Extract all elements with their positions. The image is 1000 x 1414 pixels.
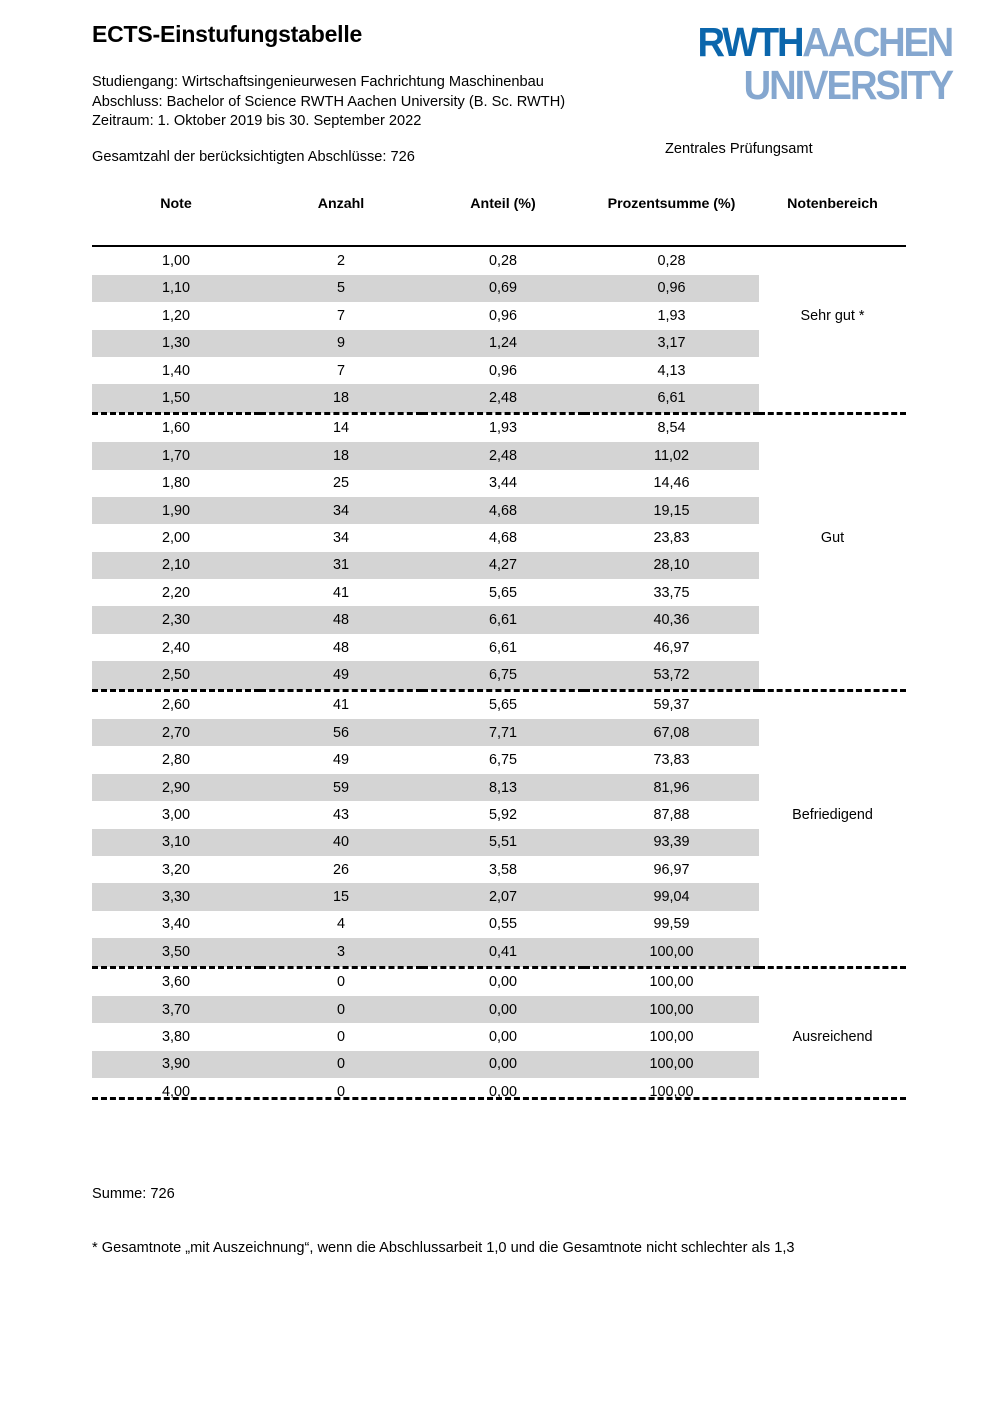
cell-prozentsumme: 81,96	[584, 774, 759, 801]
table-row	[92, 330, 906, 357]
cell-anteil: 2,48	[422, 442, 584, 469]
cell-note: 3,50	[92, 938, 260, 967]
cell-note: 3,60	[161, 974, 190, 991]
cell-anteil: 0,55	[488, 916, 517, 933]
column-header-anzahl: Anzahl	[317, 196, 365, 212]
cell-prozentsumme: 0,28	[657, 253, 686, 270]
cell-anzahl: 0	[260, 1051, 422, 1078]
cell-anzahl: 18	[260, 442, 422, 469]
logo-rwth-text: RWTH	[697, 19, 803, 65]
table-row	[92, 497, 906, 524]
cell-anteil: 0,41	[422, 938, 584, 967]
table-row	[92, 856, 906, 883]
cell-anteil: 6,61	[488, 639, 517, 656]
cell-anteil: 3,58	[488, 861, 517, 878]
cell-anteil: 0,00	[422, 996, 584, 1023]
table-row	[92, 1051, 906, 1078]
cell-notenbereich	[759, 746, 906, 773]
table-row	[92, 690, 906, 719]
cell-notenbereich	[759, 856, 906, 883]
column-header-anteil: Anteil (%)	[470, 196, 536, 212]
cell-prozentsumme: 33,75	[653, 584, 690, 601]
cell-anzahl: 0	[336, 1083, 345, 1100]
cell-note: 3,80	[161, 1029, 190, 1046]
cell-anteil: 8,13	[422, 774, 584, 801]
cell-prozentsumme: 73,83	[653, 752, 690, 769]
cell-notenbereich	[759, 579, 906, 606]
cell-anteil: 6,75	[488, 752, 517, 769]
cell-notenbereich	[759, 606, 906, 633]
cell-anzahl: 7	[336, 307, 345, 324]
cell-anzahl: 5	[260, 275, 422, 302]
cell-prozentsumme: 0,96	[584, 275, 759, 302]
cell-note: 2,20	[161, 584, 190, 601]
metadata-abschluss: Abschluss: Bachelor of Science RWTH Aachen University (B. Sc. RWTH)	[92, 93, 566, 110]
cell-note: 3,00	[161, 806, 190, 823]
table-row	[92, 470, 906, 497]
cell-note: 1,80	[161, 475, 190, 492]
cell-notenbereich	[759, 442, 906, 469]
cell-anteil: 0,00	[488, 1029, 517, 1046]
cell-anzahl: 4	[336, 916, 345, 933]
cell-note: 3,30	[92, 883, 260, 910]
cell-prozentsumme: 59,37	[653, 697, 690, 714]
cell-anteil: 1,24	[422, 330, 584, 357]
cell-notenbereich	[759, 357, 906, 384]
cell-note: 2,60	[161, 697, 190, 714]
cell-anzahl: 14	[332, 420, 349, 437]
cell-notenbereich	[759, 774, 906, 801]
total-degrees-line: Gesamtzahl der berücksichtigten Abschlüsse: 726	[92, 149, 415, 166]
cell-notenbereich	[759, 719, 906, 746]
cell-prozentsumme: 93,39	[584, 829, 759, 856]
table-row	[92, 938, 906, 967]
cell-notenbereich	[759, 1078, 906, 1105]
cell-prozentsumme: 1,93	[657, 307, 686, 324]
table-bottom-dashed-rule	[92, 1097, 906, 1100]
cell-note: 2,00	[161, 529, 190, 546]
rwth-aachen-logo	[662, 19, 952, 108]
table-row	[92, 774, 906, 801]
cell-notenbereich	[759, 246, 906, 274]
department-label: Zentrales Prüfungsamt	[665, 141, 813, 157]
cell-note: 1,10	[92, 275, 260, 302]
cell-notenbereich: Gut	[820, 529, 845, 546]
metadata-zeitraum: Zeitraum: 1. Oktober 2019 bis 30. September 2022	[92, 113, 422, 130]
cell-prozentsumme: 87,88	[653, 806, 690, 823]
cell-anteil: 6,75	[422, 661, 584, 690]
cell-notenbereich	[759, 330, 906, 357]
cell-prozentsumme: 23,83	[653, 529, 690, 546]
table-row	[92, 829, 906, 856]
cell-notenbereich	[759, 883, 906, 910]
table-row	[92, 552, 906, 579]
logo-university-text: UNIVERSITY	[743, 62, 952, 108]
cell-notenbereich	[759, 497, 906, 524]
cell-notenbereich	[759, 552, 906, 579]
table-row	[92, 413, 906, 442]
cell-note: 2,90	[92, 774, 260, 801]
cell-anteil: 1,93	[488, 420, 517, 437]
table-row	[92, 661, 906, 690]
cell-note: 3,90	[92, 1051, 260, 1078]
table-row	[92, 442, 906, 469]
cell-anteil: 6,61	[422, 606, 584, 633]
cell-prozentsumme: 40,36	[584, 606, 759, 633]
cell-notenbereich	[759, 690, 906, 719]
cell-notenbereich	[759, 661, 906, 690]
cell-note: 2,80	[161, 752, 190, 769]
cell-anteil: 5,65	[488, 584, 517, 601]
cell-anteil: 5,92	[488, 806, 517, 823]
table-row	[92, 384, 906, 413]
grades-table-container	[92, 196, 906, 1106]
cell-anzahl: 26	[332, 861, 349, 878]
cell-notenbereich	[759, 275, 906, 302]
cell-note: 1,60	[161, 420, 190, 437]
cell-anzahl: 0	[260, 996, 422, 1023]
column-header-note: Note	[160, 196, 192, 212]
cell-anteil: 4,68	[422, 497, 584, 524]
cell-note: 1,70	[92, 442, 260, 469]
cell-prozentsumme: 100,00	[649, 974, 694, 991]
cell-note: 3,70	[92, 996, 260, 1023]
cell-anteil: 3,44	[488, 475, 517, 492]
cell-anzahl: 2	[336, 253, 345, 270]
cell-anzahl: 25	[332, 475, 349, 492]
cell-note: 3,40	[161, 916, 190, 933]
table-row	[92, 275, 906, 302]
cell-prozentsumme: 96,97	[653, 861, 690, 878]
cell-anzahl: 48	[332, 639, 349, 656]
table-row	[92, 801, 906, 828]
cell-note: 2,30	[92, 606, 260, 633]
table-row	[92, 606, 906, 633]
cell-notenbereich	[759, 384, 906, 413]
header-rule-cell	[92, 218, 906, 246]
cell-anteil: 2,48	[422, 384, 584, 413]
cell-prozentsumme: 8,54	[657, 420, 686, 437]
cell-notenbereich	[759, 1051, 906, 1078]
document-footer	[92, 1186, 922, 1256]
table-row	[92, 911, 906, 938]
cell-note: 2,70	[92, 719, 260, 746]
cell-prozentsumme: 99,59	[653, 916, 690, 933]
cell-anzahl: 48	[260, 606, 422, 633]
cell-note: 1,40	[161, 362, 190, 379]
cell-anteil: 0,96	[488, 362, 517, 379]
table-row	[92, 883, 906, 910]
logo-line-1	[682, 19, 952, 65]
table-row	[92, 524, 906, 551]
cell-anteil: 0,96	[488, 307, 517, 324]
cell-note: 1,20	[161, 307, 190, 324]
table-row	[92, 746, 906, 773]
cell-anteil: 0,69	[422, 275, 584, 302]
cell-anzahl: 34	[332, 529, 349, 546]
cell-anteil: 0,00	[488, 1083, 517, 1100]
table-row	[92, 302, 906, 329]
cell-anteil: 0,00	[488, 974, 517, 991]
cell-anzahl: 41	[332, 584, 349, 601]
cell-anzahl: 31	[260, 552, 422, 579]
cell-anteil: 4,68	[488, 529, 517, 546]
cell-notenbereich: Befriedigend	[792, 806, 873, 823]
cell-prozentsumme: 100,00	[649, 1083, 694, 1100]
cell-notenbereich	[759, 470, 906, 497]
cell-anzahl: 15	[260, 883, 422, 910]
cell-notenbereich	[759, 938, 906, 967]
cell-note: 1,90	[92, 497, 260, 524]
cell-prozentsumme: 4,13	[657, 362, 686, 379]
cell-anzahl: 56	[260, 719, 422, 746]
cell-notenbereich	[759, 967, 906, 996]
table-row	[92, 634, 906, 661]
cell-anzahl: 7	[336, 362, 345, 379]
cell-note: 2,40	[161, 639, 190, 656]
cell-prozentsumme: 100,00	[649, 1029, 694, 1046]
cell-anzahl: 3	[260, 938, 422, 967]
cell-anteil: 5,65	[488, 697, 517, 714]
table-body	[92, 246, 906, 1105]
grades-table	[92, 196, 906, 1106]
table-row	[92, 719, 906, 746]
cell-notenbereich	[759, 911, 906, 938]
cell-prozentsumme: 28,10	[584, 552, 759, 579]
footnote-line: * Gesamtnote „mit Auszeichnung“, wenn die Abschlussarbeit 1,0 und die Gesamtnote nicht schlechter als 1,3	[92, 1240, 795, 1256]
table-row	[92, 357, 906, 384]
table-row	[92, 996, 906, 1023]
cell-prozentsumme: 19,15	[584, 497, 759, 524]
column-header-prozentsumme: Prozentsumme (%)	[607, 196, 736, 212]
cell-anzahl: 18	[260, 384, 422, 413]
cell-note: 4,00	[161, 1083, 190, 1100]
cell-prozentsumme: 6,61	[584, 384, 759, 413]
logo-aachen-text: AACHEN	[802, 19, 952, 65]
table-row	[92, 1078, 906, 1105]
cell-prozentsumme: 14,46	[653, 475, 690, 492]
cell-anteil: 0,00	[422, 1051, 584, 1078]
cell-notenbereich	[759, 829, 906, 856]
table-row	[92, 246, 906, 274]
cell-notenbereich	[759, 634, 906, 661]
cell-prozentsumme: 100,00	[584, 1051, 759, 1078]
cell-anteil: 4,27	[422, 552, 584, 579]
cell-anzahl: 41	[332, 697, 349, 714]
table-row	[92, 967, 906, 996]
cell-prozentsumme: 11,02	[584, 442, 759, 469]
cell-anzahl: 43	[332, 806, 349, 823]
cell-notenbereich: Sehr gut *	[800, 307, 865, 324]
cell-prozentsumme: 100,00	[584, 938, 759, 967]
table-header-row	[92, 196, 906, 218]
page-title: ECTS-Einstufungstabelle	[92, 21, 363, 47]
table-row	[92, 579, 906, 606]
sum-line: Summe: 726	[92, 1186, 175, 1202]
cell-anzahl: 0	[336, 1029, 345, 1046]
cell-notenbereich	[759, 413, 906, 442]
cell-prozentsumme: 67,08	[584, 719, 759, 746]
cell-prozentsumme: 99,04	[584, 883, 759, 910]
cell-notenbereich	[759, 996, 906, 1023]
cell-note: 3,10	[92, 829, 260, 856]
cell-note: 1,50	[92, 384, 260, 413]
column-header-notenbereich: Notenbereich	[787, 196, 878, 212]
cell-notenbereich: Ausreichend	[792, 1029, 873, 1046]
cell-note: 1,00	[161, 253, 190, 270]
cell-anzahl: 9	[260, 330, 422, 357]
cell-anzahl: 49	[332, 752, 349, 769]
cell-anzahl: 34	[260, 497, 422, 524]
metadata-studiengang: Studiengang: Wirtschaftsingenieurwesen Fachrichtung Maschinenbau	[92, 74, 544, 91]
cell-note: 3,20	[161, 861, 190, 878]
cell-anteil: 0,28	[488, 253, 517, 270]
cell-anteil: 5,51	[422, 829, 584, 856]
cell-note: 1,30	[92, 330, 260, 357]
cell-anzahl: 49	[260, 661, 422, 690]
cell-anzahl: 0	[336, 974, 345, 991]
cell-note: 2,50	[92, 661, 260, 690]
logo-line-2	[682, 62, 952, 108]
cell-prozentsumme: 53,72	[584, 661, 759, 690]
cell-anzahl: 40	[260, 829, 422, 856]
table-row	[92, 1023, 906, 1050]
header-rule	[92, 218, 906, 246]
cell-note: 2,10	[92, 552, 260, 579]
cell-prozentsumme: 46,97	[653, 639, 690, 656]
cell-anteil: 7,71	[422, 719, 584, 746]
cell-prozentsumme: 100,00	[584, 996, 759, 1023]
table-head	[92, 196, 906, 246]
cell-prozentsumme: 3,17	[584, 330, 759, 357]
cell-anteil: 2,07	[422, 883, 584, 910]
cell-anzahl: 59	[260, 774, 422, 801]
